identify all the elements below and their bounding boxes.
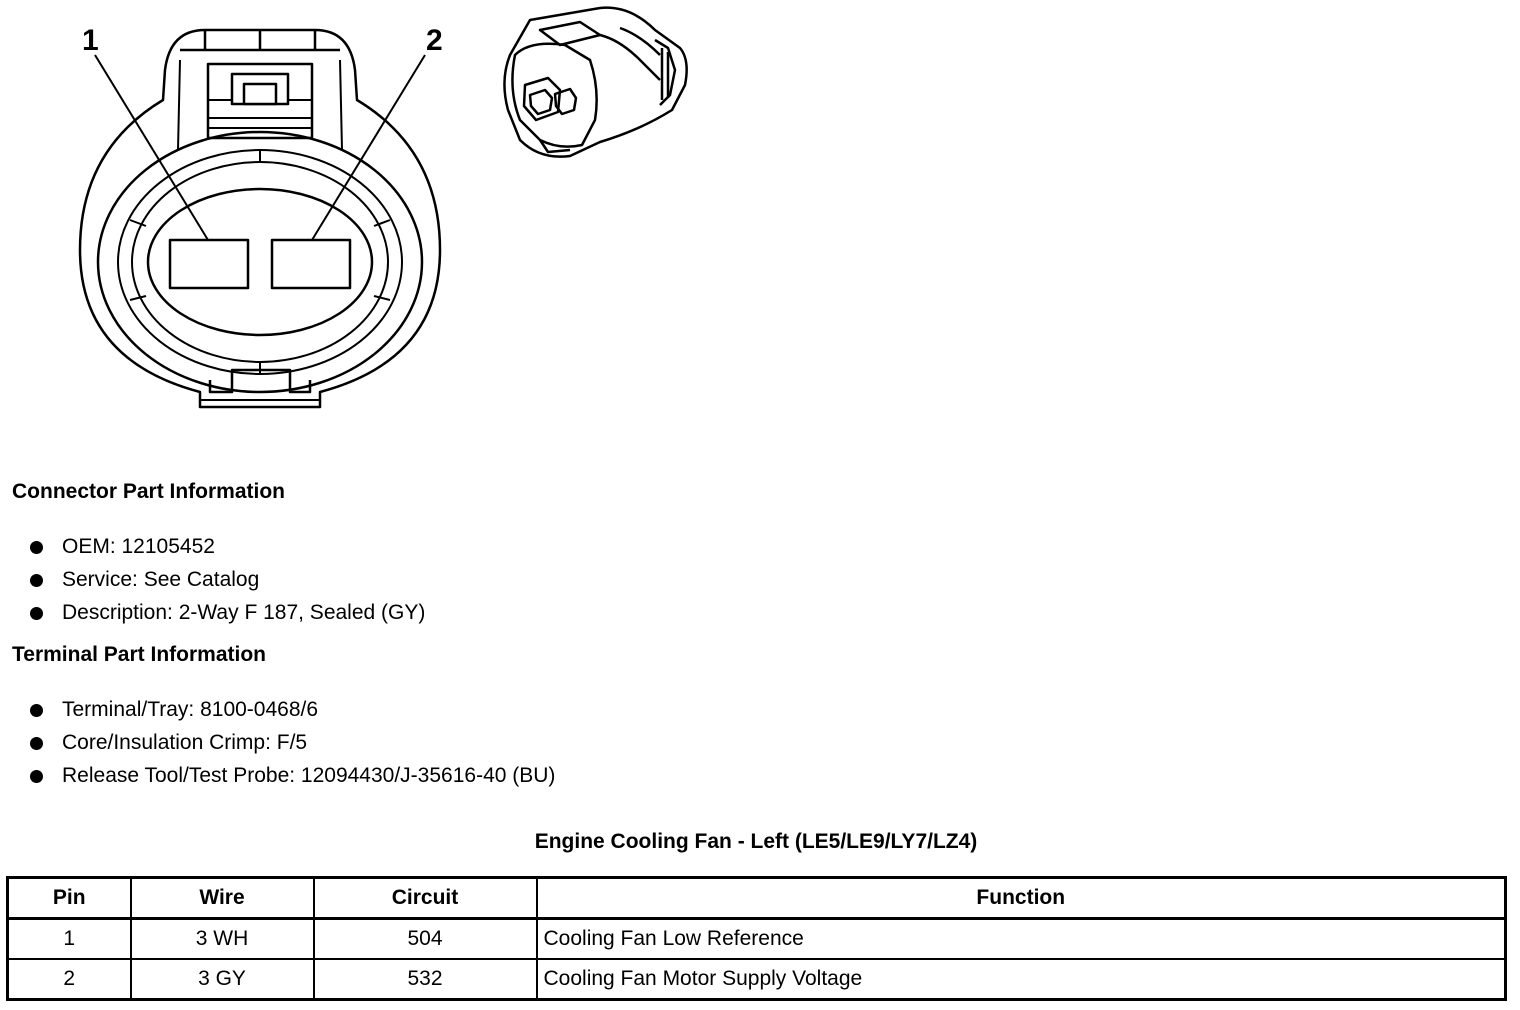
list-item: Terminal/Tray: 8100-0468/6	[28, 693, 555, 726]
terminal-cavity-2	[272, 240, 350, 288]
terminal-cavity-1	[170, 240, 248, 288]
list-item: Core/Insulation Crimp: F/5	[28, 726, 555, 759]
bullet-icon	[30, 574, 43, 587]
table-title: Engine Cooling Fan - Left (LE5/LE9/LY7/LZ4)	[534, 830, 978, 853]
wire-cell: 3 GY	[131, 959, 314, 1000]
bullet-icon	[30, 704, 43, 717]
pin-2-leader	[312, 55, 425, 240]
pinout-table	[6, 876, 1507, 1001]
terminal-info-heading: Terminal Part Information	[12, 643, 266, 666]
top-tab	[180, 30, 340, 50]
table-header-row	[8, 878, 1506, 919]
connector-info-heading: Connector Part Information	[12, 480, 286, 503]
table-row	[8, 959, 1506, 1000]
list-item: Release Tool/Test Probe: 12094430/J-35616-40 (BU)	[28, 759, 555, 792]
pin-cell: 2	[8, 959, 131, 1000]
pin-cell: 1	[8, 919, 131, 960]
connector-info-list	[28, 530, 425, 629]
bullet-icon	[30, 607, 43, 620]
connector-3d-illustration	[504, 8, 686, 157]
pin-1-leader	[95, 55, 208, 240]
table-row	[8, 919, 1506, 960]
connector-diagram	[0, 0, 720, 420]
wire-cell: 3 WH	[131, 919, 314, 960]
circuit-cell: 532	[314, 959, 537, 1000]
terminal-info-list	[28, 693, 555, 792]
list-item: OEM: 12105452	[28, 530, 425, 563]
column-header-wire: Wire	[131, 878, 314, 919]
circuit-cell: 504	[314, 919, 537, 960]
column-header-function: Function	[537, 878, 1506, 919]
column-header-pin: Pin	[8, 878, 131, 919]
function-cell: Cooling Fan Low Reference	[537, 919, 1506, 960]
column-header-circuit: Circuit	[314, 878, 537, 919]
pin-label-2: 2	[426, 24, 443, 57]
outer-seal-ring	[98, 132, 422, 392]
function-cell: Cooling Fan Motor Supply Voltage	[537, 959, 1506, 1000]
list-item: Description: 2-Way F 187, Sealed (GY)	[28, 596, 425, 629]
bullet-icon	[30, 737, 43, 750]
bullet-icon	[30, 770, 43, 783]
list-item: Service: See Catalog	[28, 563, 425, 596]
pin-label-1: 1	[82, 24, 99, 57]
cavity-ellipse	[148, 189, 372, 335]
bullet-icon	[30, 541, 43, 554]
